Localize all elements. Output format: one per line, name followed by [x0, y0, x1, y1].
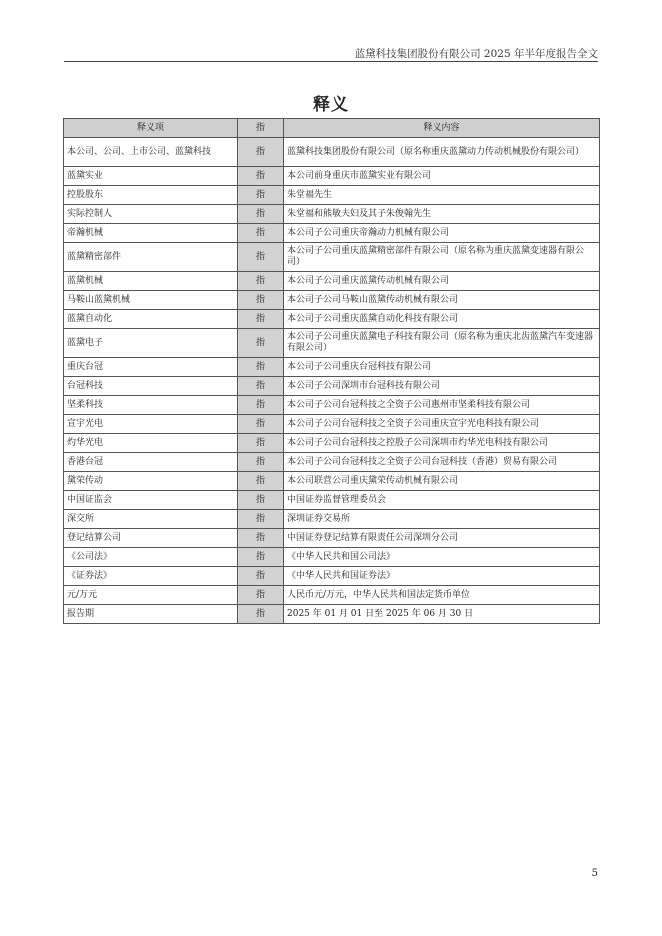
term-cell: 蓝黛实业	[64, 167, 238, 186]
ref-cell: 指	[238, 586, 284, 605]
table-row	[64, 586, 600, 605]
term-cell: 灼华光电	[64, 434, 238, 453]
definition-cell: 朱堂福先生	[284, 186, 600, 205]
ref-cell: 指	[238, 205, 284, 224]
table-row	[64, 329, 600, 358]
table-row	[64, 224, 600, 243]
ref-cell: 指	[238, 224, 284, 243]
table-row	[64, 138, 600, 167]
ref-cell: 指	[238, 358, 284, 377]
definition-cell: 人民币元/万元，中华人民共和国法定货币单位	[284, 586, 600, 605]
header-rule	[64, 61, 598, 62]
definition-cell: 蓝黛科技集团股份有限公司（原名称重庆蓝黛动力传动机械股份有限公司）	[284, 138, 600, 167]
definition-cell: 2025 年 01 月 01 日至 2025 年 06 月 30 日	[284, 605, 600, 624]
term-cell: 坚柔科技	[64, 396, 238, 415]
definition-cell: 本公司子公司重庆蓝黛电子科技有限公司（原名称为重庆北齿蓝黛汽车变速器有限公司）	[284, 329, 600, 358]
definition-cell: 本公司子公司深圳市台冠科技有限公司	[284, 377, 600, 396]
ref-cell: 指	[238, 186, 284, 205]
term-cell: 深交所	[64, 510, 238, 529]
definition-cell: 本公司子公司重庆蓝黛传动机械有限公司	[284, 272, 600, 291]
term-cell: 蓝黛电子	[64, 329, 238, 358]
term-cell: 《公司法》	[64, 548, 238, 567]
ref-cell: 指	[238, 510, 284, 529]
ref-cell: 指	[238, 548, 284, 567]
ref-cell: 指	[238, 291, 284, 310]
definition-cell: 中国证券登记结算有限责任公司深圳分公司	[284, 529, 600, 548]
definition-cell: 本公司子公司马鞍山蓝黛传动机械有限公司	[284, 291, 600, 310]
definition-cell: 本公司前身重庆市蓝黛实业有限公司	[284, 167, 600, 186]
term-cell: 中国证监会	[64, 491, 238, 510]
ref-cell: 指	[238, 415, 284, 434]
definitions-table	[63, 118, 600, 624]
definition-cell: 朱堂福和熊敏夫妇及其子朱俊翰先生	[284, 205, 600, 224]
table-row	[64, 396, 600, 415]
definition-cell: 本公司子公司重庆蓝黛自动化科技有限公司	[284, 310, 600, 329]
table-row	[64, 243, 600, 272]
definition-cell: 《中华人民共和国公司法》	[284, 548, 600, 567]
definition-cell: 本公司子公司重庆帝瀚动力机械有限公司	[284, 224, 600, 243]
term-cell: 元/万元	[64, 586, 238, 605]
ref-cell: 指	[238, 377, 284, 396]
table-row	[64, 548, 600, 567]
column-header-definition: 释义内容	[284, 119, 600, 138]
term-cell: 宣宇光电	[64, 415, 238, 434]
term-cell: 控股股东	[64, 186, 238, 205]
definition-cell: 《中华人民共和国证券法》	[284, 567, 600, 586]
table-row	[64, 434, 600, 453]
table-row	[64, 472, 600, 491]
definition-cell: 深圳证券交易所	[284, 510, 600, 529]
table-row	[64, 291, 600, 310]
term-cell: 香港台冠	[64, 453, 238, 472]
ref-cell: 指	[238, 243, 284, 272]
ref-cell: 指	[238, 434, 284, 453]
term-cell: 马鞍山蓝黛机械	[64, 291, 238, 310]
term-cell: 蓝黛精密部件	[64, 243, 238, 272]
ref-cell: 指	[238, 491, 284, 510]
definition-cell: 本公司联营公司重庆黛荣传动机械有限公司	[284, 472, 600, 491]
table-row	[64, 377, 600, 396]
ref-cell: 指	[238, 529, 284, 548]
table-row	[64, 605, 600, 624]
term-cell: 蓝黛自动化	[64, 310, 238, 329]
definition-cell: 中国证券监督管理委员会	[284, 491, 600, 510]
term-cell: 蓝黛机械	[64, 272, 238, 291]
term-cell: 黛荣传动	[64, 472, 238, 491]
definition-cell: 本公司子公司重庆台冠科技有限公司	[284, 358, 600, 377]
page-title: 释义	[313, 95, 349, 115]
table-row	[64, 186, 600, 205]
term-cell: 登记结算公司	[64, 529, 238, 548]
term-cell: 重庆台冠	[64, 358, 238, 377]
ref-cell: 指	[238, 472, 284, 491]
term-cell: 报告期	[64, 605, 238, 624]
table-row	[64, 358, 600, 377]
ref-cell: 指	[238, 396, 284, 415]
term-cell: 《证券法》	[64, 567, 238, 586]
definition-cell: 本公司子公司台冠科技之全资子公司惠州市坚柔科技有限公司	[284, 396, 600, 415]
table-row	[64, 415, 600, 434]
table-row	[64, 310, 600, 329]
table-header-row	[64, 119, 600, 138]
term-cell: 帝瀚机械	[64, 224, 238, 243]
table-row	[64, 529, 600, 548]
ref-cell: 指	[238, 567, 284, 586]
ref-cell: 指	[238, 453, 284, 472]
term-cell: 本公司、公司、上市公司、蓝黛科技	[64, 138, 238, 167]
definition-cell: 本公司子公司台冠科技之全资子公司台冠科技（香港）贸易有限公司	[284, 453, 600, 472]
column-header-ref: 指	[238, 119, 284, 138]
table-row	[64, 491, 600, 510]
term-cell: 实际控制人	[64, 205, 238, 224]
definition-cell: 本公司子公司台冠科技之全资子公司重庆宣宇光电科技有限公司	[284, 415, 600, 434]
table-row	[64, 205, 600, 224]
ref-cell: 指	[238, 329, 284, 358]
ref-cell: 指	[238, 272, 284, 291]
table-row	[64, 510, 600, 529]
page-header: 蓝黛科技集团股份有限公司 2025 年半年度报告全文	[354, 48, 598, 60]
column-header-term: 释义项	[64, 119, 238, 138]
term-cell: 台冠科技	[64, 377, 238, 396]
page-number: 5	[591, 868, 598, 879]
table-row	[64, 272, 600, 291]
ref-cell: 指	[238, 605, 284, 624]
table-row	[64, 167, 600, 186]
table-row	[64, 567, 600, 586]
definition-cell: 本公司子公司重庆蓝黛精密部件有限公司（原名称为重庆蓝黛变速器有限公司）	[284, 243, 600, 272]
ref-cell: 指	[238, 138, 284, 167]
ref-cell: 指	[238, 167, 284, 186]
ref-cell: 指	[238, 310, 284, 329]
definition-cell: 本公司子公司台冠科技之控股子公司深圳市灼华光电科技有限公司	[284, 434, 600, 453]
table-row	[64, 453, 600, 472]
